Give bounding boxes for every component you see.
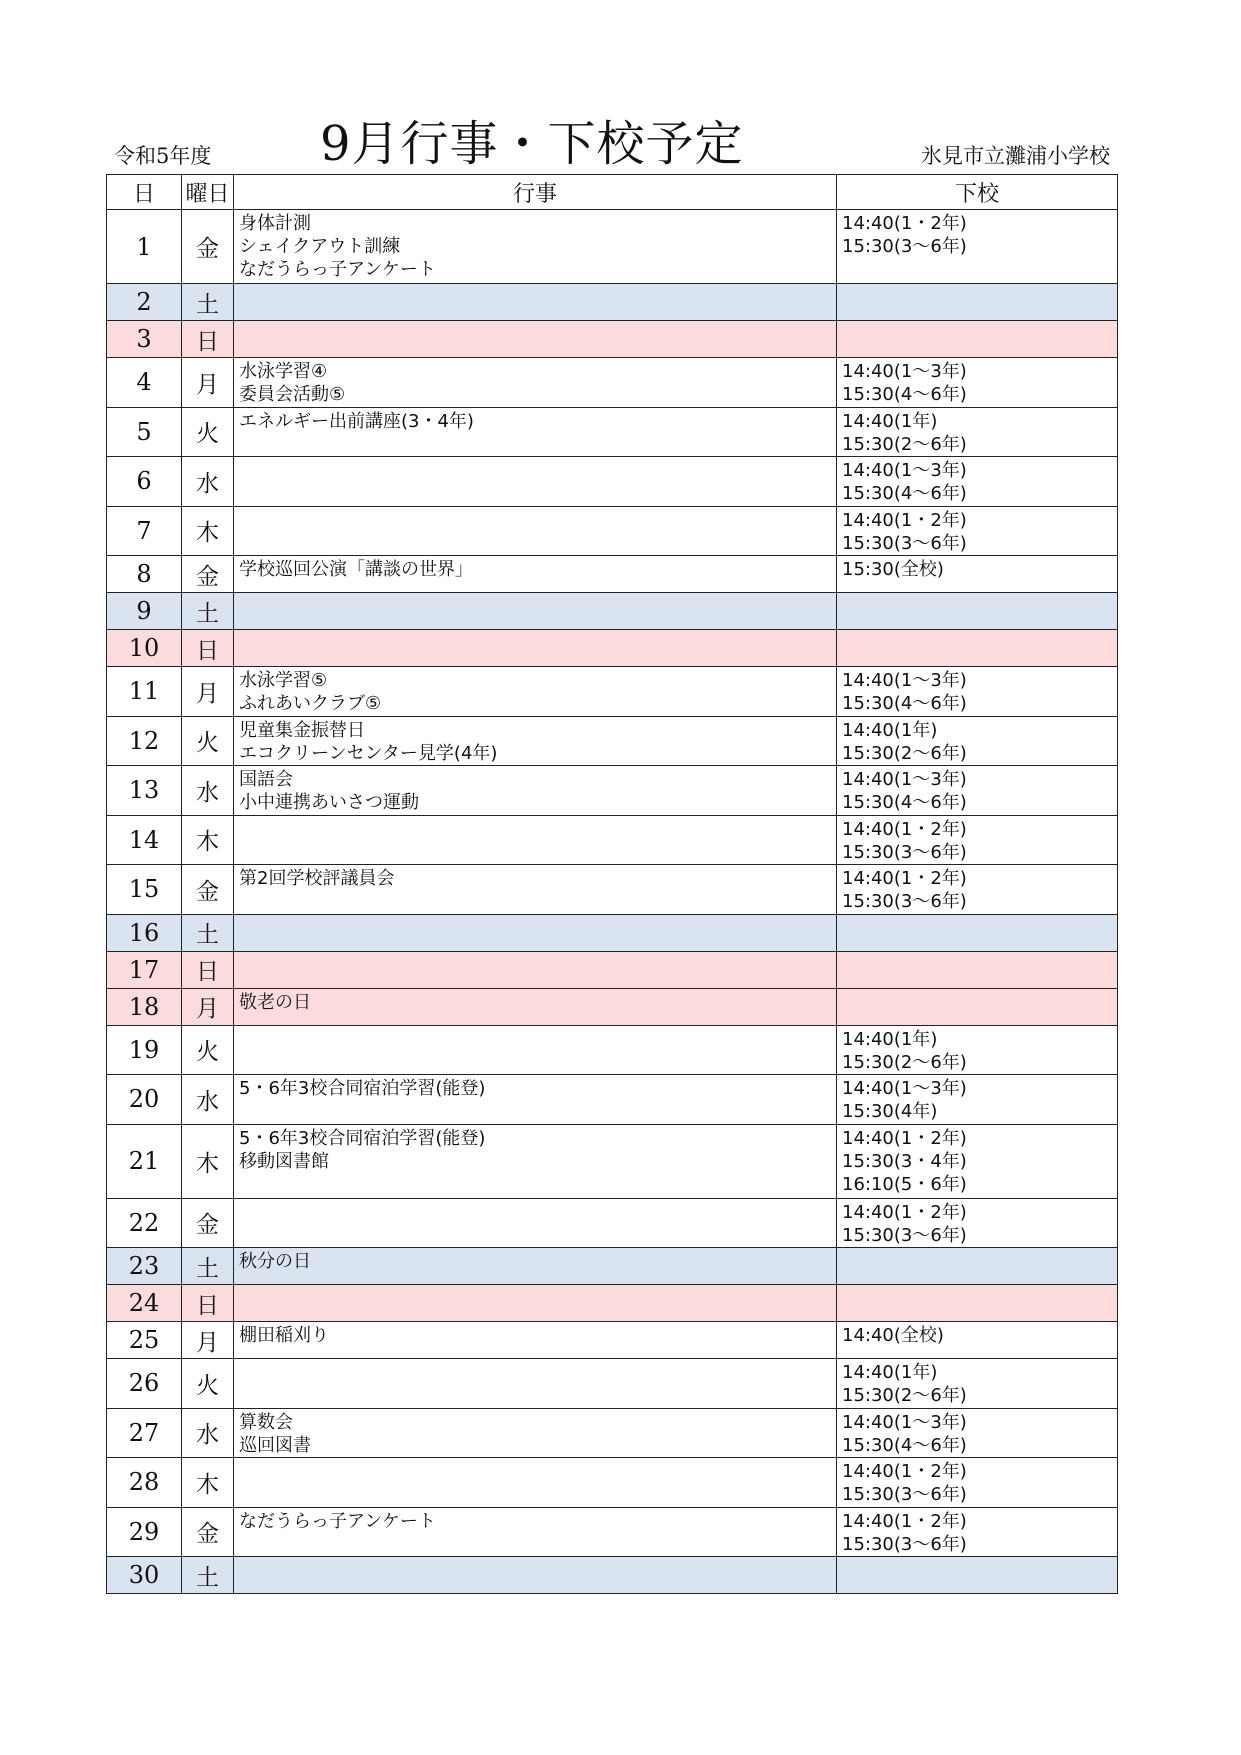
dismissal-line: 14:40(全校) <box>842 1325 944 1346</box>
weekday-cell: 水 <box>182 1075 234 1125</box>
weekday-cell: 木 <box>182 815 234 865</box>
weekday-cell: 月 <box>182 1322 234 1359</box>
day-cell: 17 <box>107 951 182 988</box>
weekday-cell: 火 <box>182 716 234 766</box>
weekday-cell: 水 <box>182 766 234 816</box>
day-cell: 13 <box>107 766 182 816</box>
event-line: 敬老の日 <box>239 991 311 1013</box>
event-line: 棚田稲刈り <box>239 1325 329 1346</box>
dismissal-line: 15:30(4～6年) <box>842 483 967 504</box>
events-cell <box>234 1248 837 1285</box>
dismissal-cell <box>837 716 1118 766</box>
day-cell: 8 <box>107 556 182 593</box>
dismissal-line: 14:40(1～3年) <box>842 460 967 481</box>
dismissal-line: 14:40(1年) <box>842 410 938 432</box>
events-cell <box>234 1322 837 1359</box>
event-line: なだうらっ子アンケート <box>239 259 436 280</box>
dismissal-cell <box>837 1025 1118 1075</box>
weekday-cell: 土 <box>182 1248 234 1285</box>
events-cell <box>234 815 837 865</box>
event-line: ふれあいクラブ⑤ <box>239 693 382 714</box>
events-cell <box>234 358 837 408</box>
day-cell: 27 <box>107 1408 182 1458</box>
dismissal-cell <box>837 1075 1118 1125</box>
dismissal-line: 15:30(3～6年) <box>842 1533 967 1555</box>
day-cell: 10 <box>107 630 182 667</box>
day-cell: 25 <box>107 1322 182 1359</box>
dismissal-line: 14:40(1・2年) <box>842 818 967 840</box>
day-cell: 11 <box>107 667 182 717</box>
day-cell: 20 <box>107 1075 182 1125</box>
events-cell <box>234 766 837 816</box>
day-cell: 22 <box>107 1198 182 1248</box>
weekday-cell: 木 <box>182 1124 234 1198</box>
table-row <box>107 667 1118 717</box>
events-cell <box>234 1124 837 1198</box>
day-cell: 14 <box>107 815 182 865</box>
table-row <box>107 593 1118 630</box>
day-cell: 23 <box>107 1248 182 1285</box>
table-row <box>107 766 1118 816</box>
page-title: 9月行事・下校予定 <box>320 116 744 172</box>
events-cell <box>234 284 837 321</box>
dismissal-cell <box>837 1285 1118 1322</box>
events-cell <box>234 1507 837 1557</box>
table-row <box>107 1198 1118 1248</box>
dismissal-line: 15:30(3～6年) <box>842 236 967 257</box>
event-line: 水泳学習⑤ <box>239 670 328 691</box>
events-cell <box>234 1408 837 1458</box>
weekday-cell: 水 <box>182 1408 234 1458</box>
events-cell <box>234 1359 837 1409</box>
dismissal-line: 14:40(1～3年) <box>842 1078 967 1099</box>
weekday-cell: 木 <box>182 506 234 556</box>
schedule-table <box>106 174 1118 1594</box>
day-cell: 1 <box>107 210 182 284</box>
events-cell <box>234 210 837 284</box>
weekday-cell: 日 <box>182 630 234 667</box>
dismissal-line: 14:40(1～3年) <box>842 769 967 790</box>
weekday-cell: 金 <box>182 1507 234 1557</box>
dismissal-cell <box>837 766 1118 816</box>
dismissal-line: 14:40(1・2年) <box>842 1461 967 1482</box>
dismissal-cell <box>837 358 1118 408</box>
event-line: 秋分の日 <box>239 1251 311 1272</box>
dismissal-line: 14:40(1年) <box>842 1362 938 1383</box>
schedule-body <box>107 210 1118 1594</box>
dismissal-line: 14:40(1・2年) <box>842 868 967 889</box>
table-row <box>107 815 1118 865</box>
dismissal-line: 14:40(1～3年) <box>842 361 967 382</box>
table-row <box>107 1557 1118 1594</box>
dismissal-line: 15:30(4～6年) <box>842 384 967 405</box>
table-row <box>107 407 1118 457</box>
weekday-cell: 日 <box>182 321 234 358</box>
dismissal-line: 15:30(3・4年) <box>842 1150 967 1172</box>
events-cell <box>234 1075 837 1125</box>
dismissal-line: 14:40(1・2年) <box>842 213 967 234</box>
dismissal-cell <box>837 506 1118 556</box>
column-header-dismissal: 下校 <box>837 175 1118 210</box>
day-cell: 3 <box>107 321 182 358</box>
weekday-cell: 日 <box>182 951 234 988</box>
day-cell: 4 <box>107 358 182 408</box>
weekday-cell: 土 <box>182 914 234 951</box>
events-cell <box>234 667 837 717</box>
table-row <box>107 1458 1118 1508</box>
day-cell: 29 <box>107 1507 182 1557</box>
dismissal-line: 15:30(2～6年) <box>842 433 967 455</box>
dismissal-cell <box>837 1322 1118 1359</box>
table-row <box>107 716 1118 766</box>
dismissal-cell <box>837 1507 1118 1557</box>
table-row <box>107 1248 1118 1285</box>
dismissal-line: 16:10(5・6年) <box>842 1173 967 1195</box>
dismissal-line: 15:30(2～6年) <box>842 742 967 764</box>
weekday-cell: 土 <box>182 1557 234 1594</box>
weekday-cell: 火 <box>182 1025 234 1075</box>
weekday-cell: 日 <box>182 1285 234 1322</box>
table-row <box>107 358 1118 408</box>
table-row <box>107 1507 1118 1557</box>
dismissal-cell <box>837 457 1118 507</box>
weekday-cell: 金 <box>182 865 234 915</box>
events-cell <box>234 1557 837 1594</box>
dismissal-line: 14:40(1年) <box>842 719 938 741</box>
dismissal-cell <box>837 988 1118 1025</box>
day-cell: 7 <box>107 506 182 556</box>
dismissal-cell <box>837 1408 1118 1458</box>
dismissal-line: 14:40(1年) <box>842 1028 938 1050</box>
event-line: 児童集金振替日 <box>239 719 365 741</box>
dismissal-line: 15:30(4～6年) <box>842 792 967 813</box>
dismissal-cell <box>837 865 1118 915</box>
weekday-cell: 月 <box>182 988 234 1025</box>
events-cell <box>234 1285 837 1322</box>
day-cell: 24 <box>107 1285 182 1322</box>
dismissal-line: 15:30(4年) <box>842 1101 938 1122</box>
event-line: 算数会 <box>239 1411 293 1433</box>
weekday-cell: 月 <box>182 667 234 717</box>
column-header-events: 行事 <box>234 175 837 210</box>
day-cell: 12 <box>107 716 182 766</box>
dismissal-line: 14:40(1～3年) <box>842 670 967 691</box>
table-row <box>107 1408 1118 1458</box>
event-line: 移動図書館 <box>239 1150 329 1172</box>
day-cell: 9 <box>107 593 182 630</box>
events-cell <box>234 716 837 766</box>
day-cell: 6 <box>107 457 182 507</box>
event-line: 身体計測 <box>239 213 311 234</box>
table-row <box>107 506 1118 556</box>
day-cell: 26 <box>107 1359 182 1409</box>
dismissal-cell <box>837 667 1118 717</box>
event-line: 委員会活動⑤ <box>239 384 346 405</box>
weekday-cell: 金 <box>182 556 234 593</box>
weekday-cell: 木 <box>182 1458 234 1508</box>
dismissal-cell <box>837 1359 1118 1409</box>
weekday-cell: 金 <box>182 210 234 284</box>
event-line: 巡回図書 <box>239 1434 311 1456</box>
event-line: エネルギー出前講座(3・4年) <box>239 410 474 432</box>
day-cell: 5 <box>107 407 182 457</box>
dismissal-line: 14:40(1・2年) <box>842 1127 967 1149</box>
dismissal-cell <box>837 815 1118 865</box>
weekday-cell: 月 <box>182 358 234 408</box>
events-cell <box>234 593 837 630</box>
day-cell: 21 <box>107 1124 182 1198</box>
events-cell <box>234 865 837 915</box>
page-header <box>106 118 1114 174</box>
weekday-cell: 水 <box>182 457 234 507</box>
events-cell <box>234 407 837 457</box>
dismissal-cell <box>837 284 1118 321</box>
dismissal-line: 15:30(4～6年) <box>842 1434 967 1456</box>
table-row <box>107 951 1118 988</box>
dismissal-line: 15:30(3～6年) <box>842 891 967 912</box>
dismissal-line: 15:30(3～6年) <box>842 841 967 863</box>
day-cell: 30 <box>107 1557 182 1594</box>
events-cell <box>234 506 837 556</box>
dismissal-cell <box>837 951 1118 988</box>
table-row <box>107 630 1118 667</box>
dismissal-cell <box>837 210 1118 284</box>
table-row <box>107 1322 1118 1359</box>
dismissal-line: 14:40(1・2年) <box>842 1510 967 1532</box>
table-row <box>107 1025 1118 1075</box>
event-line: 5・6年3校合同宿泊学習(能登) <box>239 1127 486 1149</box>
events-cell <box>234 321 837 358</box>
dismissal-cell <box>837 1557 1118 1594</box>
events-cell <box>234 630 837 667</box>
day-cell: 18 <box>107 988 182 1025</box>
event-line: 国語会 <box>239 769 293 790</box>
event-line: 水泳学習④ <box>239 361 328 382</box>
table-row <box>107 988 1118 1025</box>
events-cell <box>234 1025 837 1075</box>
table-row <box>107 1075 1118 1125</box>
event-line: 小中連携あいさつ運動 <box>239 792 419 813</box>
events-cell <box>234 556 837 593</box>
day-cell: 19 <box>107 1025 182 1075</box>
dismissal-cell <box>837 407 1118 457</box>
event-line: 5・6年3校合同宿泊学習(能登) <box>239 1078 486 1099</box>
dismissal-line: 15:30(3～6年) <box>842 1224 967 1246</box>
dismissal-line: 15:30(2～6年) <box>842 1051 967 1073</box>
weekday-cell: 土 <box>182 284 234 321</box>
table-row <box>107 321 1118 358</box>
events-cell <box>234 1458 837 1508</box>
column-header-weekday: 曜日 <box>182 175 234 210</box>
weekday-cell: 土 <box>182 593 234 630</box>
weekday-cell: 火 <box>182 407 234 457</box>
table-row <box>107 1285 1118 1322</box>
events-cell <box>234 988 837 1025</box>
table-header-row <box>107 175 1118 210</box>
event-line: 第2回学校評議員会 <box>239 868 395 889</box>
event-line: なだうらっ子アンケート <box>239 1510 436 1532</box>
dismissal-line: 14:40(1・2年) <box>842 509 967 531</box>
table-row <box>107 1124 1118 1198</box>
weekday-cell: 金 <box>182 1198 234 1248</box>
dismissal-cell <box>837 1248 1118 1285</box>
school-name: 氷見市立灘浦小学校 <box>921 144 1110 168</box>
dismissal-cell <box>837 593 1118 630</box>
event-line: シェイクアウト訓練 <box>239 236 401 257</box>
dismissal-line: 14:40(1・2年) <box>842 1201 967 1223</box>
dismissal-cell <box>837 1198 1118 1248</box>
events-cell <box>234 914 837 951</box>
table-row <box>107 865 1118 915</box>
dismissal-cell <box>837 914 1118 951</box>
table-row <box>107 914 1118 951</box>
events-cell <box>234 457 837 507</box>
dismissal-cell <box>837 1458 1118 1508</box>
table-row <box>107 556 1118 593</box>
dismissal-line: 15:30(4～6年) <box>842 693 967 714</box>
table-row <box>107 210 1118 284</box>
table-row <box>107 457 1118 507</box>
dismissal-line: 15:30(全校) <box>842 559 944 580</box>
day-cell: 28 <box>107 1458 182 1508</box>
events-cell <box>234 1198 837 1248</box>
event-line: エコクリーンセンター見学(4年) <box>239 742 498 764</box>
fiscal-year: 令和5年度 <box>114 144 212 168</box>
dismissal-cell <box>837 630 1118 667</box>
event-line: 学校巡回公演「講談の世界」 <box>239 559 473 580</box>
dismissal-cell <box>837 1124 1118 1198</box>
day-cell: 2 <box>107 284 182 321</box>
day-cell: 16 <box>107 914 182 951</box>
dismissal-line: 15:30(2～6年) <box>842 1385 967 1406</box>
table-row <box>107 1359 1118 1409</box>
dismissal-line: 15:30(3～6年) <box>842 532 967 554</box>
day-cell: 15 <box>107 865 182 915</box>
dismissal-cell <box>837 321 1118 358</box>
column-header-day: 日 <box>107 175 182 210</box>
table-row <box>107 284 1118 321</box>
dismissal-line: 14:40(1～3年) <box>842 1411 967 1433</box>
dismissal-line: 15:30(3～6年) <box>842 1484 967 1505</box>
events-cell <box>234 951 837 988</box>
dismissal-cell <box>837 556 1118 593</box>
weekday-cell: 火 <box>182 1359 234 1409</box>
